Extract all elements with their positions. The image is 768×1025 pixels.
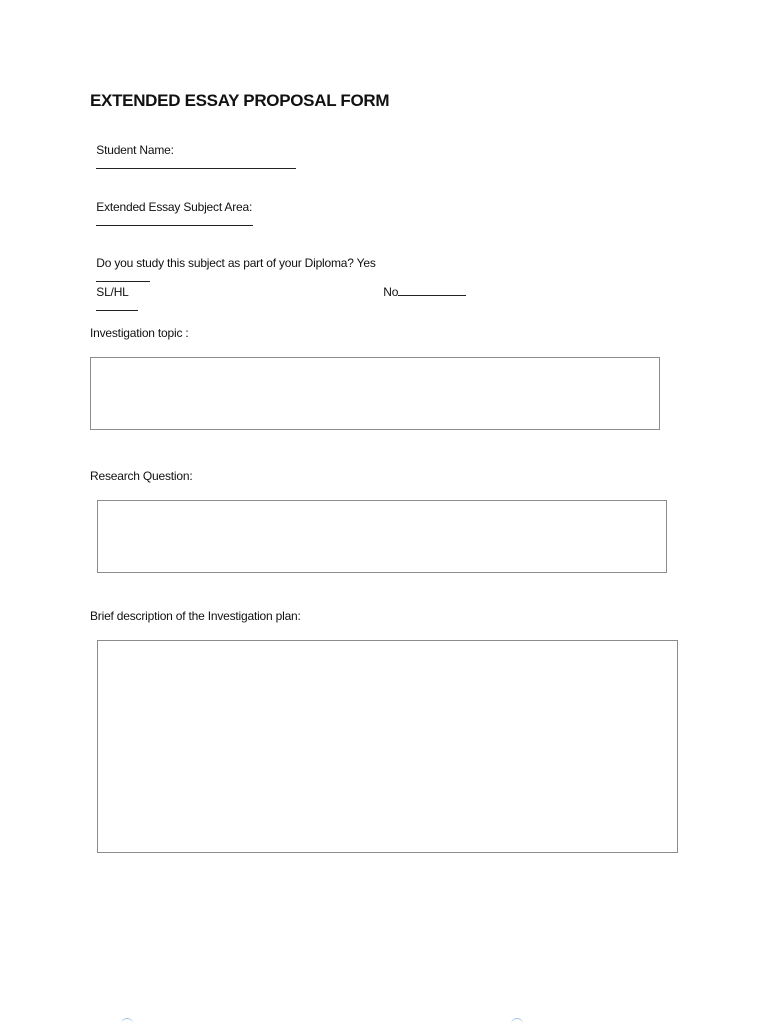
- student-name-label: Student Name:: [96, 143, 174, 157]
- subject-area-field[interactable]: [96, 214, 253, 226]
- no-field[interactable]: [398, 284, 466, 296]
- student-name-field[interactable]: [96, 157, 296, 169]
- diploma-question-row: [90, 242, 376, 314]
- level-field[interactable]: [96, 299, 138, 311]
- investigation-topic-label: Investigation topic :: [90, 326, 189, 340]
- research-question-label: Research Question:: [90, 469, 193, 483]
- yes-field[interactable]: [96, 270, 150, 282]
- subject-area-label: Extended Essay Subject Area:: [96, 200, 253, 214]
- plan-box[interactable]: [97, 640, 678, 853]
- research-question-box[interactable]: [97, 500, 667, 573]
- plan-label: Brief description of the Investigation plan:: [90, 609, 301, 623]
- form-title: EXTENDED ESSAY PROPOSAL FORM: [90, 91, 390, 110]
- level-label: SL/HL: [96, 285, 129, 299]
- investigation-topic-box[interactable]: [90, 357, 660, 430]
- no-row: [377, 270, 466, 299]
- student-name-row: [90, 129, 296, 172]
- diploma-question-label: Do you study this subject as part of your Diploma? Yes: [96, 256, 376, 270]
- no-label: No: [383, 285, 399, 299]
- subject-area-row: [90, 186, 253, 229]
